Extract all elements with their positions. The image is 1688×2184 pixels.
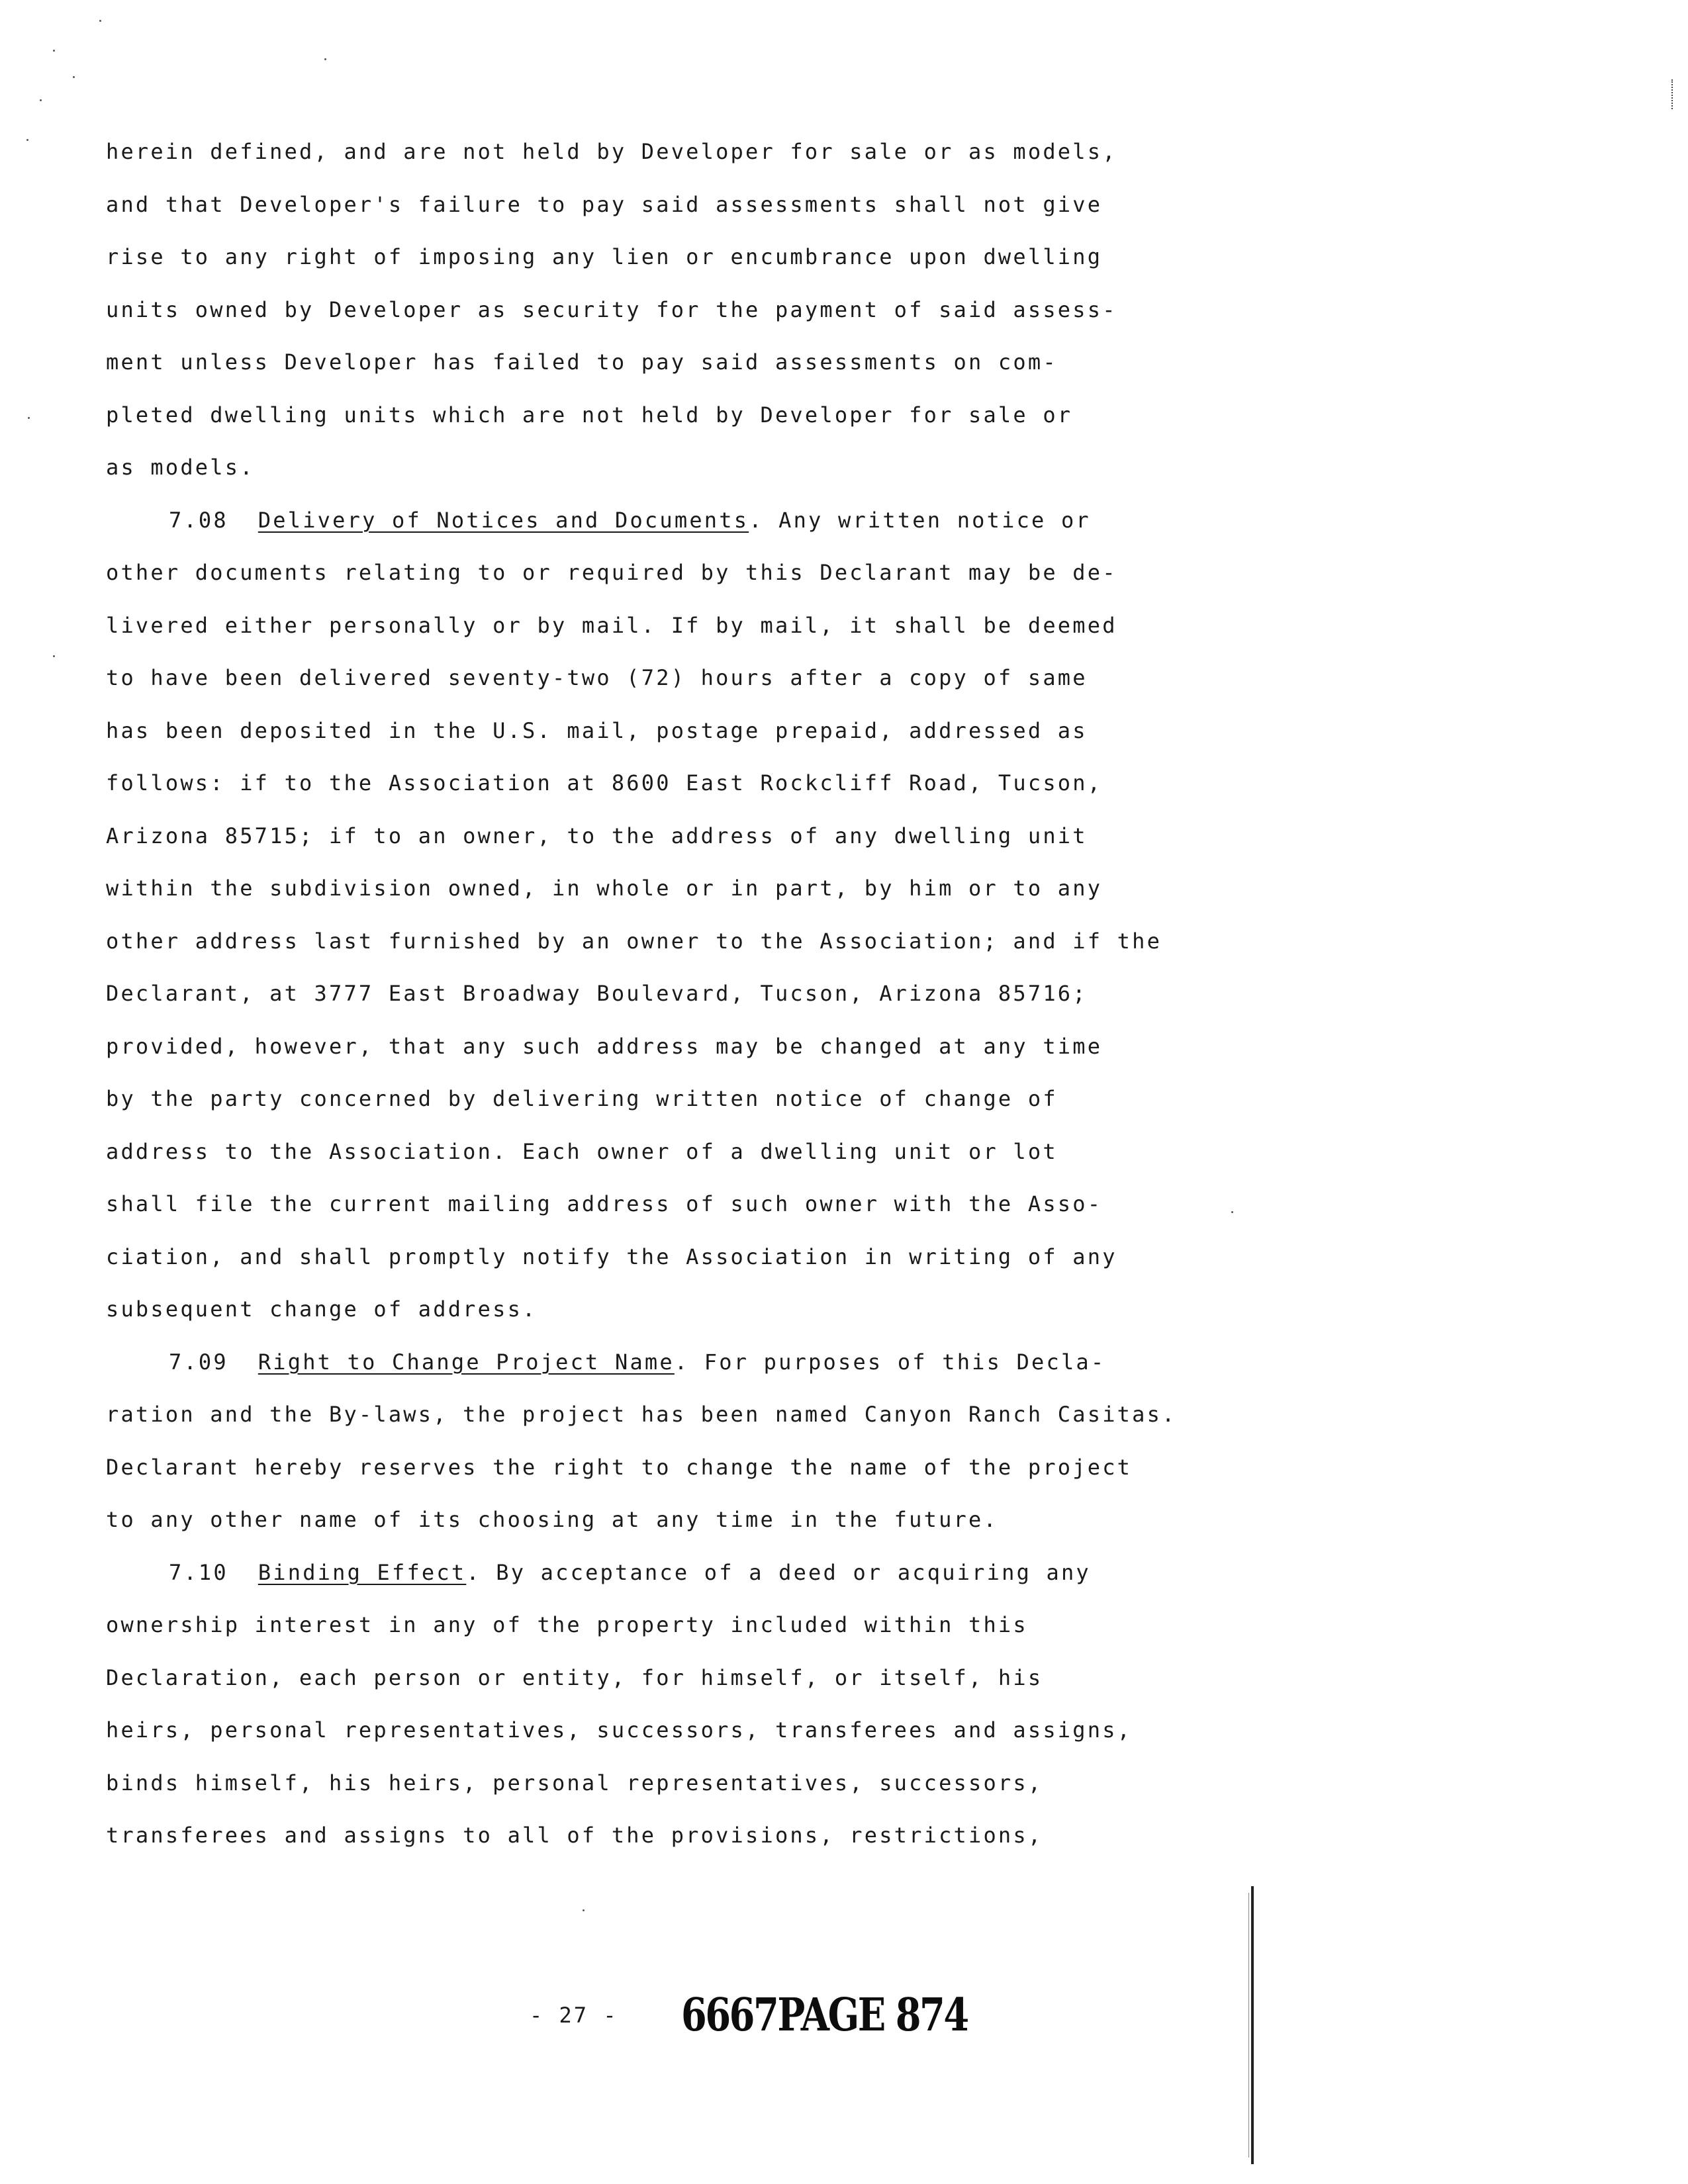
section-number: 7.09 [169, 1349, 228, 1375]
scan-edge-mark [1671, 79, 1676, 109]
text-line: ration and the By-laws, the project has been named Canyon Ranch Casitas. [106, 1402, 1177, 1427]
text-line: within the subdivision owned, in whole or in part, by him or to any [106, 876, 1103, 901]
document-body [106, 126, 1231, 1862]
scan-speck [583, 1909, 585, 1911]
text-line: pleted dwelling units which are not held by Developer for sale or [106, 402, 1073, 428]
text-line: other address last furnished by an owner to the Association; and if the [106, 928, 1162, 954]
scan-speck [53, 655, 55, 657]
section-heading: Binding Effect [258, 1559, 467, 1585]
page-number: - 27 - [530, 2003, 618, 2028]
scan-speck [53, 50, 55, 52]
text-line: subsequent change of address. [106, 1297, 538, 1322]
text-line: herein defined, and are not held by Developer for sale or as models, [106, 139, 1117, 164]
text-line: units owned by Developer as security for the payment of said assess- [106, 296, 1117, 322]
text-line: address to the Association. Each owner of a dwelling unit or lot [106, 1138, 1058, 1164]
text-line: livered either personally or by mail. If by mail, it shall be deemed [106, 612, 1117, 638]
scan-margin-line-fine [1248, 1893, 1249, 2158]
scan-speck [28, 417, 30, 419]
text-line: transferees and assigns to all of the provisions, restrictions, [106, 1823, 1043, 1848]
page-footer [530, 1985, 1125, 2045]
book-page-stamp: 6667PAGE 874 [680, 1989, 968, 2042]
scan-speck [40, 99, 42, 101]
text-line: Declaration, each person or entity, for himself, or itself, his [106, 1664, 1043, 1690]
scan-margin-line [1251, 1886, 1254, 2164]
scan-speck [324, 58, 326, 60]
text-line: Declarant, at 3777 East Broadway Boulevard, Tucson, Arizona 85716; [106, 981, 1088, 1006]
section-7-10-heading-line [106, 1547, 1231, 1600]
text-line: heirs, personal representatives, successors, transferees and assigns, [106, 1717, 1133, 1743]
text-line: other documents relating to or required by this Declarant may be de- [106, 560, 1117, 585]
text-line: to any other name of its choosing at any time in the future. [106, 1507, 998, 1532]
text-line: as models. [106, 455, 255, 480]
text-line: Arizona 85715; if to an owner, to the address of any dwelling unit [106, 823, 1088, 848]
section-heading: Delivery of Notices and Documents [258, 507, 749, 533]
text-line: ciation, and shall promptly notify the Association in writing of any [106, 1244, 1117, 1269]
section-number: 7.10 [169, 1559, 228, 1585]
text-line: Declarant hereby reserves the right to change the name of the project [106, 1454, 1133, 1480]
text-line: provided, however, that any such address may be changed at any time [106, 1033, 1103, 1059]
section-first-line: . For purposes of this Decla- [674, 1349, 1106, 1375]
scan-speck [73, 76, 75, 78]
scan-speck [99, 20, 101, 22]
section-7-09-heading-line [106, 1336, 1231, 1389]
text-line: by the party concerned by delivering written notice of change of [106, 1086, 1058, 1111]
section-first-line: . By acceptance of a deed or acquiring any [466, 1559, 1091, 1585]
section-heading: Right to Change Project Name [258, 1349, 675, 1375]
text-line: ownership interest in any of the property included within this [106, 1612, 1028, 1637]
section-first-line: . Any written notice or [749, 507, 1091, 533]
text-line: ment unless Developer has failed to pay said assessments on com- [106, 349, 1058, 375]
text-line: rise to any right of imposing any lien or encumbrance upon dwelling [106, 244, 1103, 269]
text-line: shall file the current mailing address of such owner with the Asso- [106, 1191, 1103, 1216]
scan-speck [26, 139, 28, 141]
text-line: to have been delivered seventy-two (72) hours after a copy of same [106, 665, 1088, 690]
text-line: follows: if to the Association at 8600 East Rockcliff Road, Tucson, [106, 770, 1103, 796]
text-line: has been deposited in the U.S. mail, postage prepaid, addressed as [106, 717, 1088, 743]
section-7-08-heading-line [106, 494, 1231, 547]
scan-speck [1231, 1211, 1233, 1213]
text-line: and that Developer's failure to pay said assessments shall not give [106, 191, 1103, 217]
text-line: binds himself, his heirs, personal representatives, successors, [106, 1770, 1043, 1796]
section-number: 7.08 [169, 507, 228, 533]
